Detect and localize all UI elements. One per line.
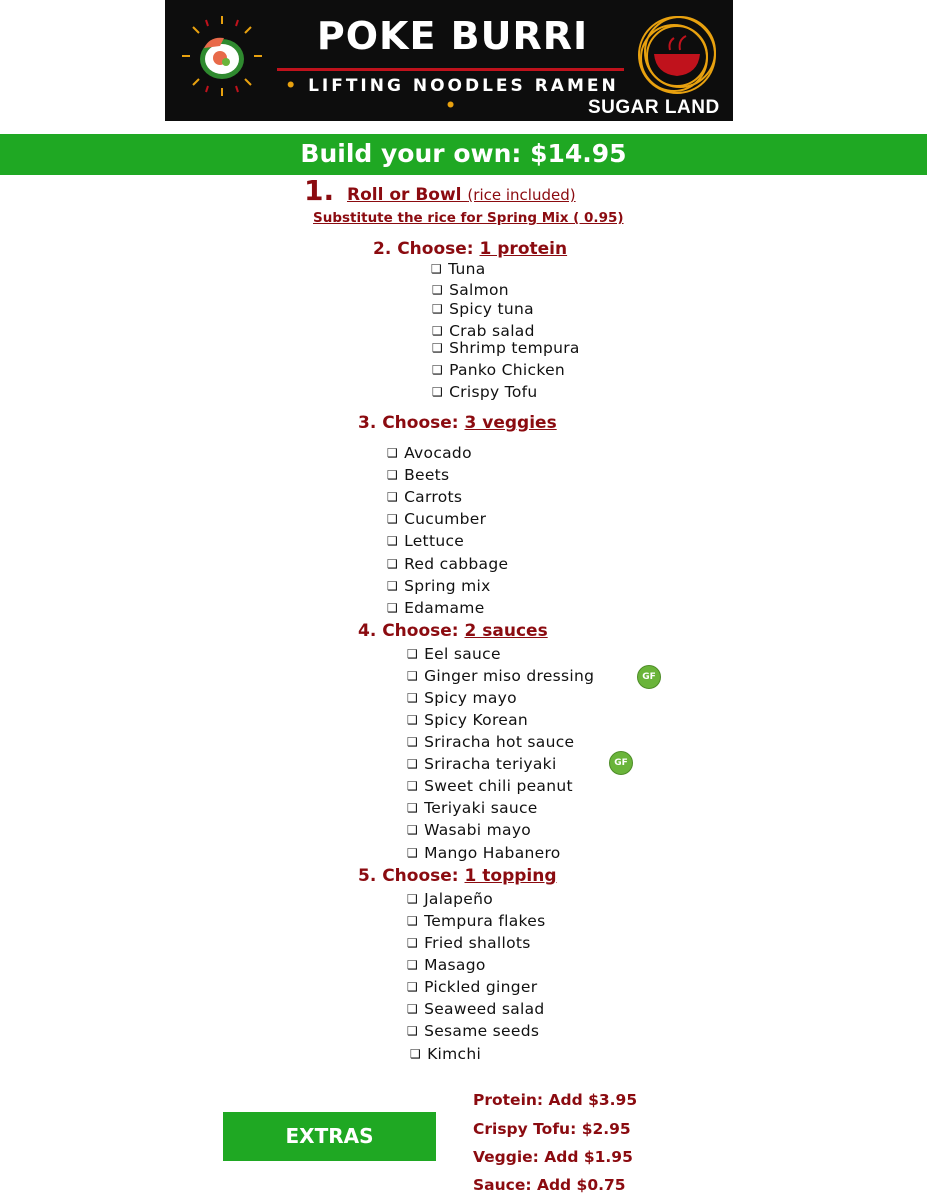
extras-button[interactable]: EXTRAS [223,1112,436,1161]
veggie-option[interactable]: ❑ Avocado [387,444,472,462]
checkbox[interactable]: ❑ [407,669,419,683]
checkbox[interactable]: ❑ [407,892,419,906]
veggie-option[interactable]: ❑ Lettuce [387,532,465,550]
sauce-option[interactable]: ❑ Mango Habanero [407,844,561,862]
brand-name: POKE BURRI [316,14,589,58]
protein-option[interactable]: ❑ Salmon [432,281,509,299]
checkbox[interactable]: ❑ [407,735,419,749]
checkbox[interactable]: ❑ [407,691,419,705]
checkbox[interactable]: ❑ [387,512,399,526]
sauce-option[interactable]: ❑ Teriyaki sauce [407,799,538,817]
checkbox[interactable]: ❑ [407,1002,419,1016]
sauce-option[interactable]: ❑ Sweet chili peanut [407,777,573,795]
extra-price: Crispy Tofu: $2.95 [473,1120,631,1138]
sauce-option[interactable]: ❑ Ginger miso dressing [407,667,595,685]
checkbox[interactable]: ❑ [407,958,419,972]
sauce-option[interactable]: ❑ Sriracha teriyaki [407,755,557,773]
step3-heading: 3. Choose: 3 veggies [358,413,557,433]
checkbox[interactable]: ❑ [407,647,419,661]
tagline: • LIFTING NOODLES RAMEN • [285,76,619,116]
checkbox[interactable]: ❑ [407,936,419,950]
brand-divider [277,68,624,71]
protein-option[interactable]: ❑ Tuna [431,260,486,278]
checkbox[interactable]: ❑ [387,557,399,571]
topping-option[interactable]: ❑ Masago [407,956,486,974]
step2-heading: 2. Choose: 1 protein [373,239,568,259]
checkbox[interactable]: ❑ [387,601,399,615]
step5-heading: 5. Choose: 1 topping [358,866,557,886]
topping-option[interactable]: ❑ Fried shallots [407,934,531,952]
checkbox[interactable]: ❑ [407,823,419,837]
topping-option[interactable]: ❑ Seaweed salad [407,1000,545,1018]
checkbox[interactable]: ❑ [431,262,443,276]
sauce-option[interactable]: ❑ Wasabi mayo [407,821,532,839]
sauce-option[interactable]: ❑ Spicy mayo [407,689,517,707]
checkbox[interactable]: ❑ [407,801,419,815]
sauce-option[interactable]: ❑ Sriracha hot sauce [407,733,575,751]
sauce-option[interactable]: ❑ Spicy Korean [407,711,529,729]
checkbox[interactable]: ❑ [387,468,399,482]
checkbox[interactable]: ❑ [432,363,444,377]
ramen-bowl-icon [634,12,720,98]
gluten-free-badge: GF [609,751,633,775]
location-label: SUGAR LAND [588,97,720,118]
protein-option[interactable]: ❑ Panko Chicken [432,361,566,379]
checkbox[interactable]: ❑ [387,579,399,593]
extra-price: Protein: Add $3.95 [473,1091,638,1109]
checkbox[interactable]: ❑ [387,534,399,548]
checkbox[interactable]: ❑ [407,779,419,793]
topping-option[interactable]: ❑ Sesame seeds [407,1022,540,1040]
checkbox[interactable]: ❑ [410,1047,422,1061]
step1-number: 1. [304,174,335,207]
checkbox[interactable]: ❑ [407,713,419,727]
checkbox[interactable]: ❑ [387,490,399,504]
veggie-option[interactable]: ❑ Spring mix [387,577,491,595]
checkbox[interactable]: ❑ [432,385,444,399]
sushi-roll-icon [180,14,264,98]
checkbox[interactable]: ❑ [432,283,444,297]
sauce-option[interactable]: ❑ Eel sauce [407,645,501,663]
rice-substitute-note: Substitute the rice for Spring Mix ( 0.95) [313,210,624,226]
checkbox[interactable]: ❑ [407,846,419,860]
checkbox[interactable]: ❑ [407,1024,419,1038]
checkbox[interactable]: ❑ [387,446,399,460]
topping-option[interactable]: ❑ Tempura flakes [407,912,546,930]
checkbox[interactable]: ❑ [407,980,419,994]
extra-price: Veggie: Add $1.95 [473,1148,633,1166]
veggie-option[interactable]: ❑ Edamame [387,599,485,617]
checkbox[interactable]: ❑ [407,914,419,928]
checkbox[interactable]: ❑ [432,324,444,338]
veggie-option[interactable]: ❑ Red cabbage [387,555,509,573]
topping-option[interactable]: ❑ Kimchi [410,1045,482,1063]
build-your-own-banner: Build your own: $14.95 [0,134,927,175]
checkbox[interactable]: ❑ [432,341,444,355]
checkbox[interactable]: ❑ [407,757,419,771]
protein-option[interactable]: ❑ Crab salad [432,322,535,340]
veggie-option[interactable]: ❑ Beets [387,466,450,484]
protein-option[interactable]: ❑ Spicy tuna [432,300,534,318]
gluten-free-badge: GF [637,665,661,689]
step4-heading: 4. Choose: 2 sauces [358,621,548,641]
topping-option[interactable]: ❑ Pickled ginger [407,978,538,996]
extra-price: Sauce: Add $0.75 [473,1176,626,1194]
veggie-option[interactable]: ❑ Carrots [387,488,463,506]
protein-option[interactable]: ❑ Shrimp tempura [432,339,580,357]
step1-heading: Roll or Bowl (rice included) [347,185,576,205]
checkbox[interactable]: ❑ [432,302,444,316]
protein-option[interactable]: ❑ Crispy Tofu [432,383,538,401]
topping-option[interactable]: ❑ Jalapeño [407,890,494,908]
veggie-option[interactable]: ❑ Cucumber [387,510,487,528]
